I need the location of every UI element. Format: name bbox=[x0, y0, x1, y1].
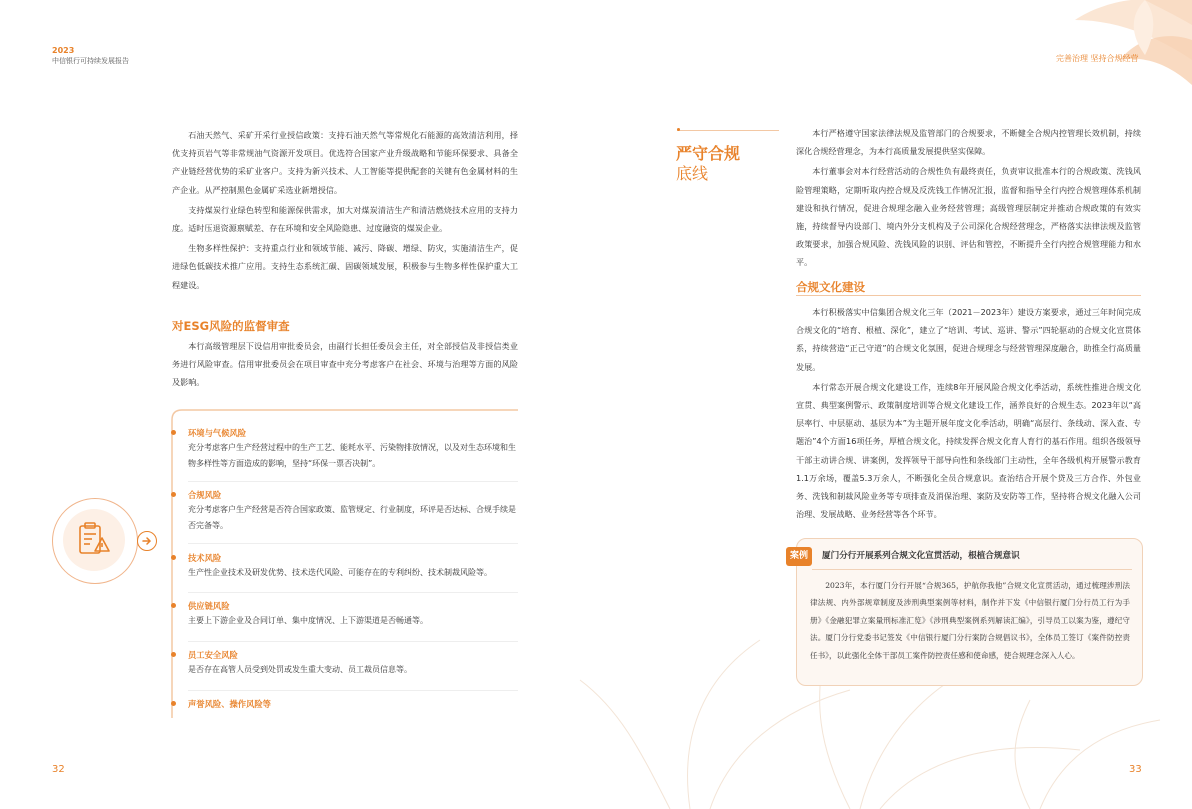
bullet-dot bbox=[171, 701, 176, 706]
divider bbox=[188, 543, 518, 544]
left-top-paragraphs bbox=[172, 126, 518, 294]
page-number-right: 33 bbox=[1129, 764, 1142, 775]
bullet-dot bbox=[171, 603, 176, 608]
divider bbox=[188, 641, 518, 642]
paragraph: 支持煤炭行业绿色转型和能源保供需求，加大对煤炭清洁生产和清洁燃烧技术应用的支持力度。适时压退资源禀赋差、存在环境和安全风险隐患、过度融资的煤炭企业。 bbox=[172, 204, 518, 234]
bullet-dot bbox=[171, 492, 176, 497]
risk-item-environment bbox=[174, 426, 518, 472]
case-title: 厦门分行开展系列合规文化宣贯活动，根植合规意识 bbox=[822, 551, 1020, 561]
right-intro-paragraphs bbox=[796, 124, 1141, 272]
page-number-left: 32 bbox=[52, 764, 65, 775]
paragraph: 生物多样性保护：支持重点行业和领域节能、减污、降碳、增绿、防灾，实施清洁生产，促进绿色低碳技术推广应用。支持生态系统汇碳、固碳领域发展，积极参与生物多样性保护重大工程建设。 bbox=[172, 243, 518, 290]
report-year: 2023 bbox=[52, 46, 75, 55]
paragraph: 本行常态开展合规文化建设工作，连续8年开展风险合规文化季活动，系统性推进合规文化宣贯、典型案例警示、政策制度培训等合规文化建设工作，涵养良好的合规生态。2023年以“高层率行、中层驱动、基层为本”为主题开展年度文化季活动，明确“高层行、条线动、深入查、专题治”4个方面16项任务，厚植合规文化，持续发挥合规文化育人育行的基石作用。组织各级领导干部主动讲合规、讲案例，发挥领导干部导向性和条线部门主动性，全年各级机构开展警示教育1.1万余场，覆盖5.3万余人，不断强化全员合规意识。查治结合开展个贷及三方合作、外包业务、洗钱和制裁风险业务等专项排查及消保治理、案防及安防等工作，坚持将合规文化融入公司治理、发展战略、业务经营等各个环节。 bbox=[796, 381, 1141, 520]
risk-desc: 生产性企业技术及研发优势、技术迭代风险、可能存在的专利纠纷、技术制裁风险等。 bbox=[188, 568, 492, 577]
section-title-esg-review: 对ESG风险的监督审查 bbox=[172, 319, 290, 333]
bullet-dot bbox=[171, 430, 176, 435]
section-title-compliance-culture: 合规文化建设 bbox=[796, 280, 865, 294]
risk-item-technology bbox=[174, 551, 518, 581]
arrow-right-icon bbox=[141, 535, 153, 547]
title-rule-dot bbox=[677, 128, 680, 131]
risk-desc: 充分考虑客户生产经营过程中的生产工艺、能耗水平、污染物排放情况，以及对生态环境和生物多样性等方面造成的影响，坚持“环保一票否决制”。 bbox=[188, 443, 516, 468]
risk-desc: 是否存在高管人员受到处罚或发生重大变动、员工裁员信息等。 bbox=[188, 665, 412, 674]
risk-title: 员工安全风险 bbox=[188, 650, 238, 660]
paragraph: 本行董事会对本行经营活动的合规性负有最终责任，负责审议批准本行的合规政策、洗钱风险管理策略，定期听取内控合规及反洗钱工作情况汇报，监督和指导全行内控合规管理体系机制建设和执行情况，促进合规理念融入业务经营管理；高级管理层制定并推动合规政策的有效实施，持续督导内设部门、境内外分支机构及子公司深化合规经营理念，严格落实法律法规及监管政策要求，加强合规风险、洗钱风险的识别、评估和管控，不断提升全行内控合规管理能力和水平。 bbox=[796, 166, 1141, 268]
risk-desc: 主要上下游企业及合同订单、集中度情况、上下游渠道是否畅通等。 bbox=[188, 616, 428, 625]
divider bbox=[188, 592, 518, 593]
main-title bbox=[676, 144, 740, 184]
title-rule bbox=[677, 130, 779, 131]
paragraph: 本行高级管理层下设信用审批委员会，由副行长担任委员会主任，对全部授信及非授信类业务进行风险审查。信用审批委员会在项目审查中充分考虑客户在社会、环境与治理等方面的风险及影响。 bbox=[172, 341, 518, 388]
risk-item-employee-safety bbox=[174, 648, 518, 678]
risk-item-supply-chain bbox=[174, 599, 518, 629]
case-divider bbox=[812, 569, 1132, 570]
risk-title: 技术风险 bbox=[188, 553, 222, 563]
bullet-dot bbox=[171, 652, 176, 657]
right-section-underline bbox=[796, 295, 1141, 296]
compliance-culture-text bbox=[796, 303, 1141, 523]
esg-review-text bbox=[172, 337, 518, 392]
risk-desc: 充分考虑客户生产经营是否符合国家政策、监管规定、行业制度，环评是否达标、合规手续是否完备等。 bbox=[188, 505, 516, 530]
report-name: 中信银行可持续发展报告 bbox=[52, 57, 129, 65]
risk-item-compliance bbox=[174, 488, 518, 534]
risk-title: 声誉风险、操作风险等 bbox=[188, 699, 271, 709]
risk-title: 供应链风险 bbox=[188, 601, 230, 611]
bullet-dot bbox=[171, 555, 176, 560]
divider bbox=[188, 481, 518, 482]
petal-decoration bbox=[1035, 0, 1192, 95]
risk-item-reputation bbox=[174, 697, 518, 711]
section-nav-title[interactable]: 完善治理 坚持合规经营 bbox=[1056, 54, 1139, 63]
case-text: 2023年，本行厦门分行开展“合规365，护航你我他”合规文化宣贯活动，通过梳理涉刑法律法规、内外部规章制度及涉刑典型案例等材料，制作并下发《中信银行厦门分行员工行为手册》《金融犯罪立案量刑标准汇览》《涉刑典型案例系列解读汇编》，引导员工以案为鉴，遵纪守法。厦门分行党委书记签发《中信银行厦门分行案防合规倡议书》，全体员工签订《案件防控责任书》，以此强化全体干部员工案件防控责任感和使命感，使合规理念深入人心。 bbox=[810, 581, 1130, 660]
paragraph: 本行积极落实中信集团合规文化三年（2021－2023年）建设方案要求，通过三年时间完成合规文化的“培育、根植、深化”，建立了“培训、考试、巡讲、警示”四轮驱动的合规文化宣贯体系，持续营造“正己守道”的合规文化氛围，促进合规理念与经营管理深度融合，助推全行高质量发展。 bbox=[796, 307, 1141, 372]
risk-title: 环境与气候风险 bbox=[188, 428, 247, 438]
risk-title: 合规风险 bbox=[188, 490, 222, 500]
case-tag: 案例 bbox=[786, 547, 812, 566]
main-title-line2: 底线 bbox=[676, 164, 709, 183]
divider bbox=[188, 690, 518, 691]
paragraph: 本行严格遵守国家法律法规及监管部门的合规要求，不断健全合规内控管理长效机制，持续深化合规经营理念，为本行高质量发展提供坚实保障。 bbox=[796, 128, 1141, 157]
paragraph: 石油天然气、采矿开采行业授信政策：支持石油天然气等常规化石能源的高效清洁利用，择优支持页岩气等非常规油气资源开发项目。优选符合国家产业升级战略和节能环保要求、具备全产业链经营优势的采矿业客户。支持为新兴技术、人工智能等提供配套的关键有色金属材料的生产企业。从严控制黑色金属矿采选业新增授信。 bbox=[172, 130, 518, 195]
main-title-line1: 严守合规 bbox=[676, 144, 741, 163]
compliance-document-icon bbox=[74, 520, 114, 560]
